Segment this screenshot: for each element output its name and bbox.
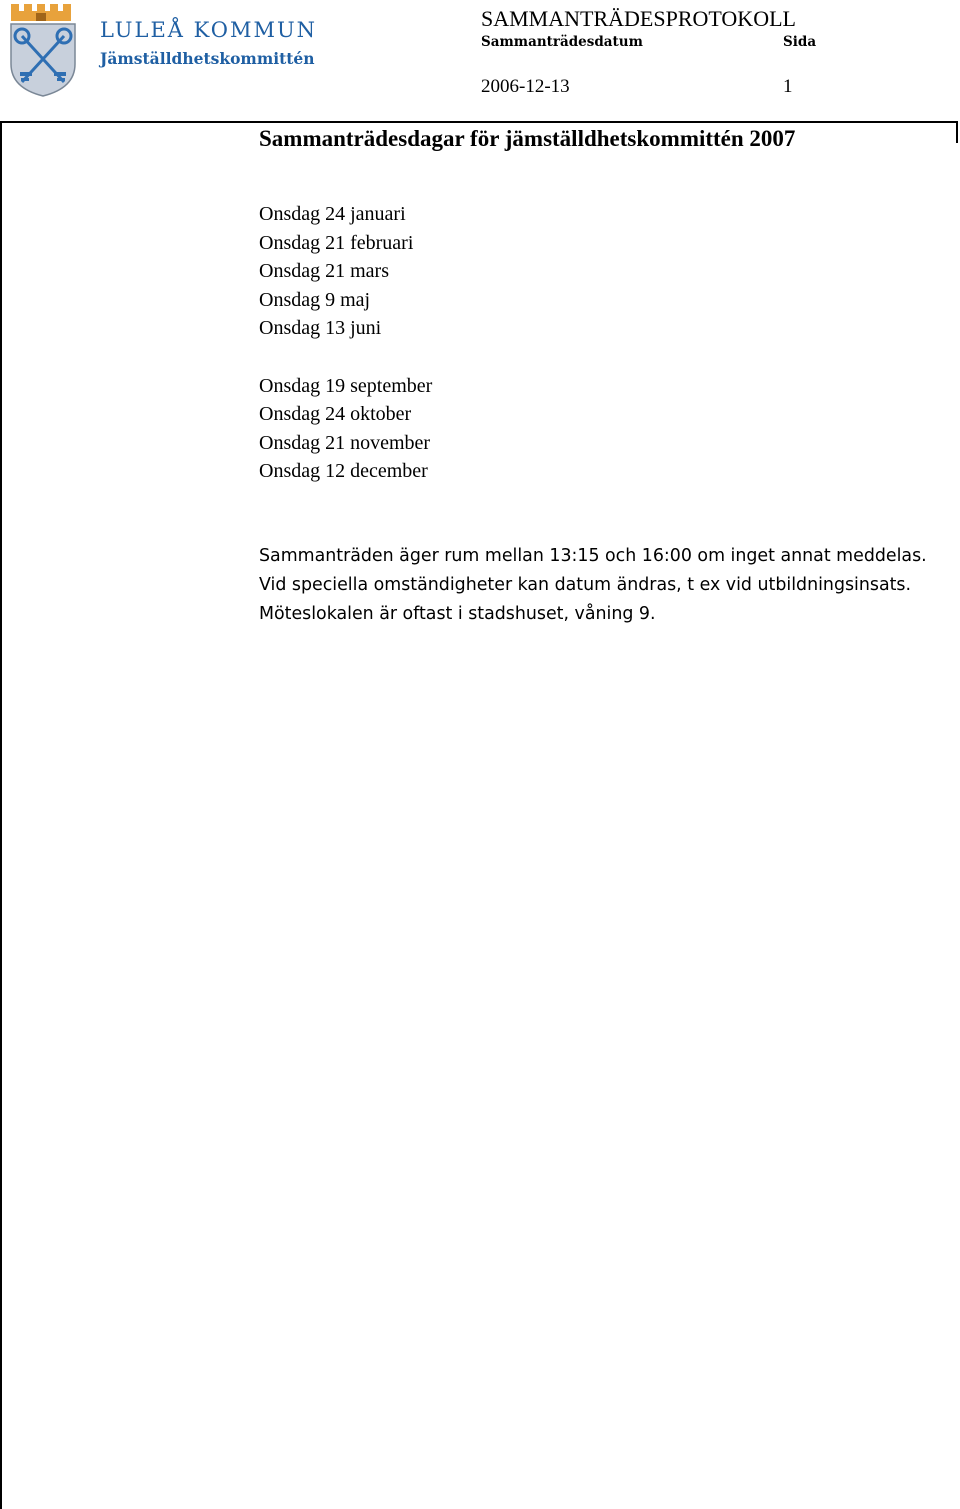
organization-name: LULEÅ KOMMUN xyxy=(100,18,318,42)
date-item: Onsdag 13 juni xyxy=(259,317,382,340)
meeting-dates-list xyxy=(259,200,432,486)
date-item: Onsdag 19 september xyxy=(259,374,433,397)
date-item: Onsdag 21 november xyxy=(259,431,431,454)
document-type: SAMMANTRÄDESPROTOKOLL xyxy=(481,6,796,31)
list-spacer xyxy=(259,343,432,372)
page-title: Sammanträdesdagar för jämställdhetskommittén 2007 xyxy=(259,126,796,151)
date-item: Onsdag 12 december xyxy=(259,460,428,483)
page-label: Sida xyxy=(783,34,817,50)
frame-left-rule xyxy=(0,121,2,1509)
committee-name: Jämställdhetskommittén xyxy=(100,49,315,68)
frame-top-rule xyxy=(0,121,958,123)
date-item: Onsdag 21 februari xyxy=(259,231,414,254)
frame-right-rule xyxy=(956,121,958,143)
date-item: Onsdag 9 maj xyxy=(259,288,371,311)
note-line: Vid speciella omständigheter kan datum ändras, t ex vid utbildningsinsats. xyxy=(259,575,912,595)
meeting-notes xyxy=(259,542,927,629)
date-item: Onsdag 21 mars xyxy=(259,260,389,283)
meeting-date-value: 2006-12-13 xyxy=(481,76,570,97)
date-item: Onsdag 24 oktober xyxy=(259,403,412,426)
note-line: Möteslokalen är oftast i stadshuset, våning 9. xyxy=(259,604,656,624)
coat-of-arms-icon xyxy=(8,2,80,98)
meeting-date-label: Sammanträdesdatum xyxy=(481,34,643,50)
note-line: Sammanträden äger rum mellan 13:15 och 16:00 om inget annat meddelas. xyxy=(259,546,927,566)
page-number: 1 xyxy=(783,76,793,97)
date-item: Onsdag 24 januari xyxy=(259,203,406,225)
